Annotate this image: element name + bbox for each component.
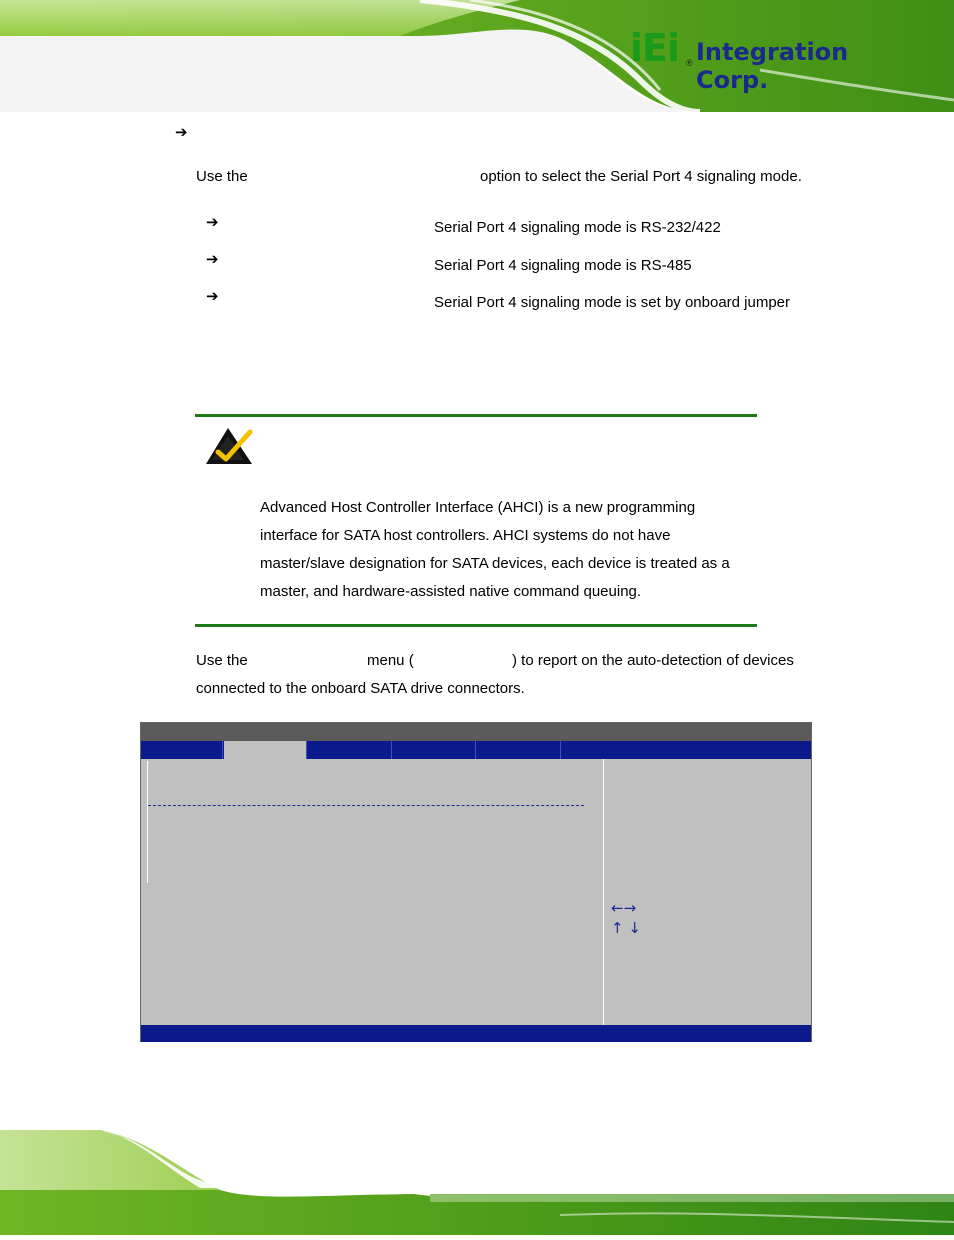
sata-intro-line2: connected to the onboard SATA drive connectors. [196,680,525,697]
note-line: interface for SATA host controllers. AHCI systems do not have [260,527,671,544]
bios-tab[interactable] [561,741,645,759]
note-line: master/slave designation for SATA devices, each device is treated as a [260,555,730,572]
bios-separator-line [148,805,584,806]
option-description: Serial Port 4 signaling mode is set by onboard jumper [434,294,791,311]
bios-title-bar [141,723,811,741]
intro-prefix: Use the [196,168,248,185]
logo-brand: iEi [630,26,680,70]
note-checkmark-icon [204,426,256,466]
bios-tab[interactable] [141,741,223,759]
bios-tab-active[interactable] [224,741,307,759]
note-top-rule [195,414,757,417]
footer-banner [0,1130,954,1235]
logo-registered: ® [686,58,693,68]
logo-name: Integration Corp. [696,38,849,94]
option-arrow-icon: ➔ [206,287,219,305]
bios-help-lr-arrows-icon: ←→ [611,899,637,917]
sata-intro-part1: Use the [196,652,248,669]
bios-tab[interactable] [308,741,392,759]
note-bottom-rule [195,624,757,627]
note-line: Advanced Host Controller Interface (AHCI) is a new programming [260,499,696,516]
bios-left-edge [147,761,148,883]
bios-help-ud-arrows-icon: ↑ ↓ [611,919,641,937]
option-description: Serial Port 4 signaling mode is RS-232/422 [434,219,721,236]
footer-graphic [0,1130,954,1235]
bios-tab[interactable] [477,741,561,759]
option-arrow-icon: ➔ [206,250,219,268]
bios-panel-divider [603,759,604,1025]
intro-suffix: option to select the Serial Port 4 signaling mode. [480,168,802,185]
header-banner [0,0,954,112]
bios-tab[interactable] [392,741,476,759]
option-description: Serial Port 4 signaling mode is RS-485 [434,257,692,274]
note-text [260,494,749,606]
sata-intro-part3: ) to report on the auto-detection of devices [512,652,794,669]
bios-footer-bar [141,1025,811,1042]
note-line: master, and hardware-assisted native command queuing. [260,583,642,600]
option-arrow-icon: ➔ [206,213,219,231]
section-arrow-icon: ➔ [175,123,188,141]
sata-intro-part2: menu ( [367,652,414,669]
company-logo [630,26,920,94]
bios-screen [140,722,812,1042]
